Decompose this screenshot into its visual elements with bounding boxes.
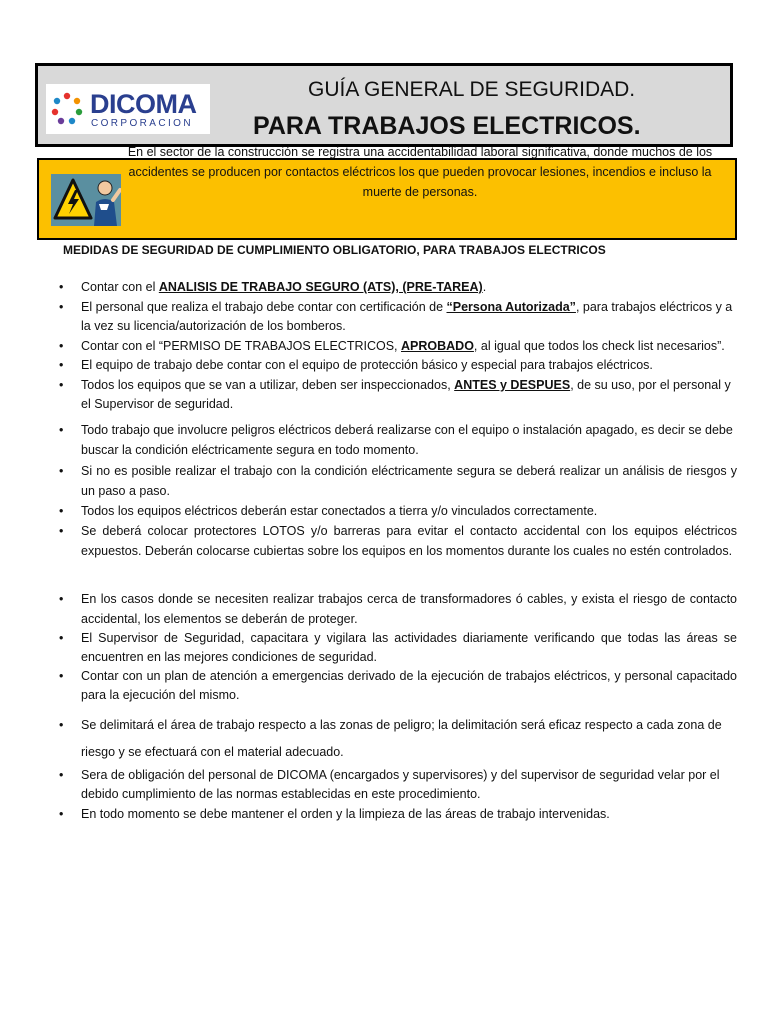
electrical-hazard-icon [51,174,121,226]
bullet-glyph: • [59,358,64,372]
bullet-glyph: • [59,631,64,645]
list-item [59,356,737,375]
list-item-text: Todos los equipos que se van a utilizar, deben ser inspeccionados, [81,378,455,392]
list-item [59,712,737,766]
list-item-emphasis: “Persona Autorizada” [446,300,576,314]
list-item-text: Se deberá colocar protectores LOTOS y/o barreras para evitar el contacto accidental con los equipos eléctricos expuestos. Deberán colocarse cubiertas sobre los equipos en los momentos durante los cuales no estén controlados. [81,524,737,558]
list-item-emphasis: ANALISIS DE TRABAJO SEGURO (ATS), (PRE-TAREA) [158,280,483,294]
list-item [59,337,737,356]
bullet-glyph: • [59,669,64,683]
list-item-text: En todo momento se debe mantener el orden y la limpieza de las áreas de trabajo intervenidas. [81,807,610,821]
list-item-text: Contar con el “PERMISO DE TRABAJOS ELECTRICOS, [81,339,401,353]
list-item [59,589,737,629]
bullet-glyph: • [59,524,64,538]
bullet-glyph: • [59,423,64,437]
list-item-text: Todo trabajo que involucre peligros eléctricos deberá realizarse con el equipo o instalación apagado, es decir se debe buscar la condición eléctricamente segura en todo momento. [81,423,733,457]
bullet-glyph: • [59,718,64,732]
bullet-glyph: • [59,768,64,782]
list-item-emphasis: APROBADO [401,339,474,353]
bullet-glyph: • [59,280,64,294]
list-item [59,667,737,705]
list-item-emphasis: ANTES y DESPUES [454,378,571,392]
list-item-text: El equipo de trabajo debe contar con el equipo de protección básico y especial para trabajos eléctricos. [81,358,653,372]
list-item-text: El Supervisor de Seguridad, capacitara y vigilara las actividades diariamente verificando que todas las áreas se encuentren en las mejores condiciones de seguridad. [81,631,737,664]
logo-wordmark: DICOMA [90,89,197,119]
hazard-intro-text: En el sector de la construcción se registra una accidentabilidad laboral significativa, donde muchos de los accidentes se producen por contactos eléctricos los que pueden provocar lesiones, incendios e incluso la muerte de personas. [127,145,713,199]
list-item [59,376,737,414]
list-item [59,420,737,460]
logo-dots-icon [50,92,84,126]
bullet-glyph: • [59,378,64,392]
list-item-text: Contar con el [81,280,159,294]
list-item [59,298,737,336]
logo-subtitle: CORPORACION [91,118,193,129]
list-item-text: Si no es posible realizar el trabajo con la condición eléctricamente segura se deberá realizar un análisis de riesgos y un paso a paso. [81,464,737,498]
list-item-text: Contar con un plan de atención a emergencias derivado de la ejecución de trabajos eléctricos, y personal capacitado para la ejecución del mismo. [81,669,737,702]
list-item [59,461,737,501]
section-heading: MEDIDAS DE SEGURIDAD DE CUMPLIMIENTO OBLIGATORIO, PARA TRABAJOS ELECTRICOS [63,243,606,257]
bullet-glyph: • [59,592,64,606]
page-title: GUÍA GENERAL DE SEGURIDAD. [308,78,636,101]
bullet-glyph: • [59,300,64,314]
list-item-text: Sera de obligación del personal de DICOMA (encargados y supervisores) y del supervisor de seguridad velar por el debido cumplimiento de las normas establecidas en este procedimiento. [81,768,720,801]
page-subtitle: PARA TRABAJOS ELECTRICOS. [253,112,641,140]
document-header [35,63,733,147]
list-item [59,766,737,804]
bullet-glyph: • [59,339,64,353]
dicoma-logo [46,84,210,134]
list-item-text: , de su uso, por el personal y el Supervisor de seguridad. [81,378,731,411]
bullet-glyph: • [59,807,64,821]
list-item-text: Todos los equipos eléctricos deberán estar conectados a tierra y/o vinculados correctamente. [81,504,598,518]
bullet-glyph: • [59,464,64,478]
list-item-text: Se delimitará el área de trabajo respecto a las zonas de peligro; la delimitación será eficaz respecto a cada zona de riesgo y se efectuará con el material adecuado. [81,718,722,759]
list-item [59,521,737,561]
list-item-text: , para trabajos eléctricos y a la vez su licencia/autorización de los bomberos. [81,300,733,333]
list-item-text: . [482,280,487,294]
list-item [59,278,737,297]
list-item-text: El personal que realiza el trabajo debe contar con certificación de [81,300,447,314]
list-item [59,501,737,521]
list-item [59,629,737,667]
list-item [59,805,737,824]
list-item-text: , al igual que todos los check list necesarios”. [473,339,725,353]
list-item-text: En los casos donde se necesiten realizar trabajos cerca de transformadores ó cables, y exista el riesgo de contacto accidental, los elementos se deberán de proteger. [81,592,737,626]
bullet-glyph: • [59,504,64,518]
